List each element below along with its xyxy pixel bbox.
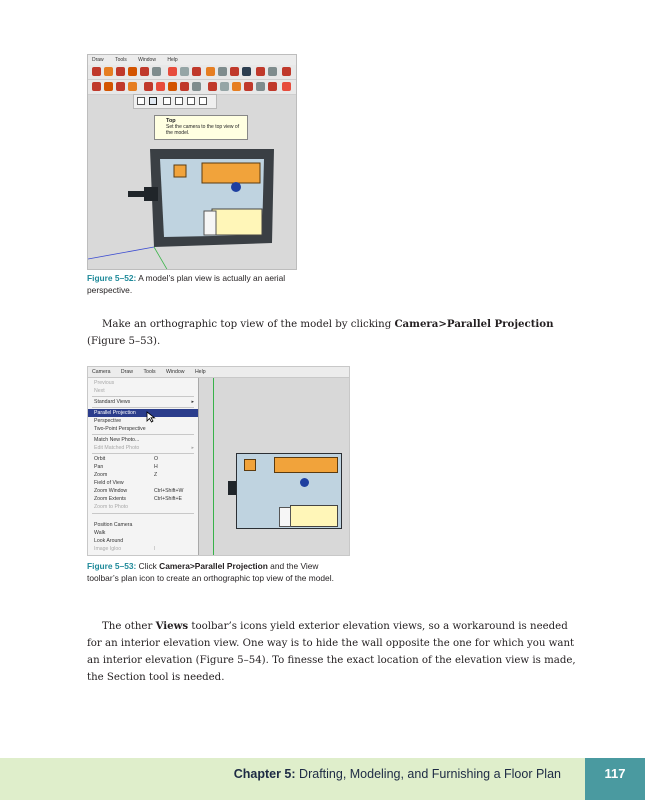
menu-item-look-around[interactable] [88, 537, 198, 545]
tool-icon[interactable] [116, 82, 125, 91]
paragraph-2-lead: The other [102, 621, 156, 632]
menu-separator [92, 453, 194, 454]
tool-icon[interactable] [140, 67, 149, 76]
menu-item-two-point-perspective[interactable] [88, 425, 198, 433]
tool-icon[interactable] [256, 67, 265, 76]
menu-draw[interactable]: Draw [92, 57, 104, 63]
menu-item-previous[interactable] [88, 379, 198, 387]
tool-icon[interactable] [282, 67, 291, 76]
menu-tools[interactable]: Tools [115, 57, 127, 63]
tool-icon[interactable] [168, 67, 177, 76]
camera-menu [88, 367, 206, 556]
menu-item-edit-matched-photo[interactable] [88, 444, 198, 452]
tool-icon[interactable] [206, 67, 215, 76]
tool-icon[interactable] [168, 82, 177, 91]
toolbar-row-1 [88, 65, 296, 80]
submenu-arrow-icon: ▸ [191, 399, 194, 405]
desk-chair [231, 182, 241, 192]
menu-item-image-igloo[interactable] [88, 545, 198, 553]
tooltip-text: Set the camera to the top view of the model. [166, 124, 240, 136]
menu-item-label: Walk [94, 530, 106, 536]
menu-separator [92, 513, 194, 514]
paragraph-1-tail: (Figure 5–53). [87, 336, 161, 347]
menu-item-label: Look Around [94, 538, 124, 544]
paragraph-2 [87, 618, 579, 686]
figure-53-caption-tail: and the View toolbar’s plan icon to create an orthographic top view of the model. [87, 561, 334, 583]
figure-52-caption-text: A model’s plan view is actually an aerial perspective. [87, 273, 286, 295]
ortho-entry [228, 481, 236, 495]
menu-help[interactable]: Help [167, 57, 178, 63]
menu-item-label: Perspective [94, 418, 122, 424]
menu-item-label: Next [94, 388, 105, 394]
menu-item-shortcut: Ctrl+Shift+W [154, 488, 184, 494]
figure-53-caption-lead: Click [138, 561, 160, 571]
figure-52-caption [87, 272, 302, 296]
tool-icon[interactable] [256, 82, 265, 91]
entry-step [128, 191, 144, 197]
bed [212, 209, 262, 235]
tool-icon[interactable] [128, 67, 137, 76]
green-axis [213, 373, 214, 556]
left-view-icon[interactable] [199, 97, 207, 105]
tool-icon[interactable] [192, 82, 201, 91]
tool-icon[interactable] [268, 82, 277, 91]
menu-item-zoom-extents[interactable] [88, 495, 198, 503]
tool-icon[interactable] [180, 67, 189, 76]
paragraph-1-lead: Make an orthographic top view of the model by clicking [102, 319, 395, 330]
menu-item-standard-views[interactable] [88, 398, 198, 406]
menu-item-zoom-to-photo[interactable] [88, 503, 198, 511]
menu-item-perspective[interactable] [88, 417, 198, 425]
tool-icon[interactable] [180, 82, 189, 91]
ortho-side-table [244, 459, 256, 471]
menu-help[interactable]: Help [194, 369, 206, 375]
menu-item-label: Orbit [94, 456, 106, 462]
figure-5-53-screenshot [87, 366, 350, 556]
paragraph-2-tail: toolbar’s icons yield exterior elevation views, so a workaround is needed for an interior elevation view. One way is to hide the wall opposite the one for which you want an interior elevation (Figure 5–54). To finesse the exact location of the elevation view is made, the Section tool is needed. [87, 621, 576, 683]
tool-icon[interactable] [220, 82, 229, 91]
bed-pillow [204, 211, 216, 235]
tool-icon[interactable] [232, 82, 241, 91]
menu-item-position-camera[interactable] [88, 521, 198, 529]
tool-icon[interactable] [230, 67, 239, 76]
menu-item-label: Zoom Extents [94, 496, 127, 502]
menu-item-orbit[interactable] [88, 455, 198, 463]
menu-item-label: Position Camera [94, 522, 133, 528]
desk [202, 163, 260, 183]
mouse-cursor-icon [146, 411, 156, 423]
entry-stair [144, 187, 158, 201]
menu-item-shortcut: Z [154, 472, 158, 478]
menu-window[interactable]: Window [138, 57, 156, 63]
menu-item-label: Pan [94, 464, 104, 470]
menu-item-label: Match New Photo... [94, 437, 140, 443]
tooltip-title: Top [166, 118, 176, 124]
page-number: 117 [585, 758, 645, 800]
tool-icon[interactable] [128, 82, 137, 91]
tool-icon[interactable] [104, 82, 113, 91]
figure-53-caption [87, 560, 349, 584]
tool-icon[interactable] [242, 67, 251, 76]
menu-item-label: Parallel Projection [94, 410, 136, 416]
tool-icon[interactable] [268, 67, 277, 76]
tool-icon[interactable] [192, 67, 201, 76]
menu-camera[interactable]: Camera [92, 369, 111, 375]
menu-item-field-of-view[interactable] [88, 479, 198, 487]
menu-item-zoom-window[interactable] [88, 487, 198, 495]
side-table [174, 165, 186, 177]
menu-draw[interactable]: Draw [120, 369, 134, 375]
right-view-icon[interactable] [175, 97, 183, 105]
menu-item-pan[interactable] [88, 463, 198, 471]
footer-chapter-title [234, 758, 561, 800]
menu-item-walk[interactable] [88, 529, 198, 537]
figure-53-menu-bar [88, 367, 350, 378]
menu-item-parallel-projection[interactable] [88, 409, 198, 417]
menu-item-label: Two-Point Perspective [94, 426, 146, 432]
menu-separator [92, 434, 194, 435]
ortho-bed [290, 505, 338, 527]
menu-item-label: Previous [94, 380, 115, 386]
top-view-tooltip [154, 115, 248, 140]
menu-item-match-new-photo[interactable] [88, 436, 198, 444]
menu-item-label: Zoom Window [94, 488, 128, 494]
tool-icon[interactable] [104, 67, 113, 76]
paragraph-1 [87, 316, 565, 350]
tool-icon[interactable] [244, 82, 253, 91]
menu-window[interactable]: Window [166, 369, 185, 375]
axis-line [154, 247, 168, 270]
views-toolbar-term: Views [155, 620, 189, 632]
tool-icon[interactable] [144, 82, 153, 91]
tool-icon[interactable] [92, 82, 101, 91]
menu-item-shortcut: H [154, 464, 158, 470]
toolbar-row-2 [88, 80, 296, 95]
menu-separator [92, 396, 194, 397]
menu-item-label: Zoom [94, 472, 108, 478]
top-view-icon[interactable] [149, 97, 157, 105]
menu-item-shortcut: Ctrl+Shift+E [154, 496, 182, 502]
menu-item-zoom[interactable] [88, 471, 198, 479]
perspective-floor-plan [88, 141, 297, 270]
menu-tools[interactable]: Tools [143, 369, 156, 375]
figure-5-52-screenshot [87, 54, 297, 270]
figure-53-caption-command: Camera>Parallel Projection [159, 561, 268, 571]
menu-item-label: Standard Views [94, 399, 131, 405]
parallel-projection-command: Camera>Parallel Projection [394, 318, 554, 330]
back-view-icon[interactable] [187, 97, 195, 105]
tool-icon[interactable] [282, 82, 291, 91]
front-view-icon[interactable] [163, 97, 171, 105]
menu-item-next[interactable] [88, 387, 198, 395]
tool-icon[interactable] [116, 67, 125, 76]
tool-icon[interactable] [208, 82, 217, 91]
figure-52-label: Figure 5–52: [87, 273, 137, 283]
menu-item-label: Zoom to Photo [94, 504, 129, 510]
ortho-pillow [279, 507, 291, 527]
ortho-desk [274, 457, 338, 473]
tool-icon[interactable] [156, 82, 165, 91]
menu-item-label: Edit Matched Photo [94, 445, 140, 451]
views-toolbar [133, 94, 217, 109]
axis-line [88, 247, 154, 259]
menu-item-label: Image Igloo [94, 546, 122, 552]
page-footer [0, 758, 645, 800]
footer-chapter-label: Chapter 5: [233, 767, 296, 781]
iso-view-icon[interactable] [137, 97, 145, 105]
tool-icon[interactable] [92, 67, 101, 76]
tool-icon[interactable] [218, 67, 227, 76]
footer-chapter-name: Drafting, Modeling, and Furnishing a Floor Plan [299, 767, 561, 781]
menu-separator [92, 407, 194, 408]
menu-item-shortcut: O [154, 456, 159, 462]
tool-icon[interactable] [152, 67, 161, 76]
menu-item-label: Field of View [94, 480, 124, 486]
submenu-arrow-icon: ▸ [191, 445, 194, 451]
figure-53-label: Figure 5–53: [87, 561, 137, 571]
menu-item-shortcut: I [154, 546, 156, 552]
ortho-chair [300, 478, 309, 487]
